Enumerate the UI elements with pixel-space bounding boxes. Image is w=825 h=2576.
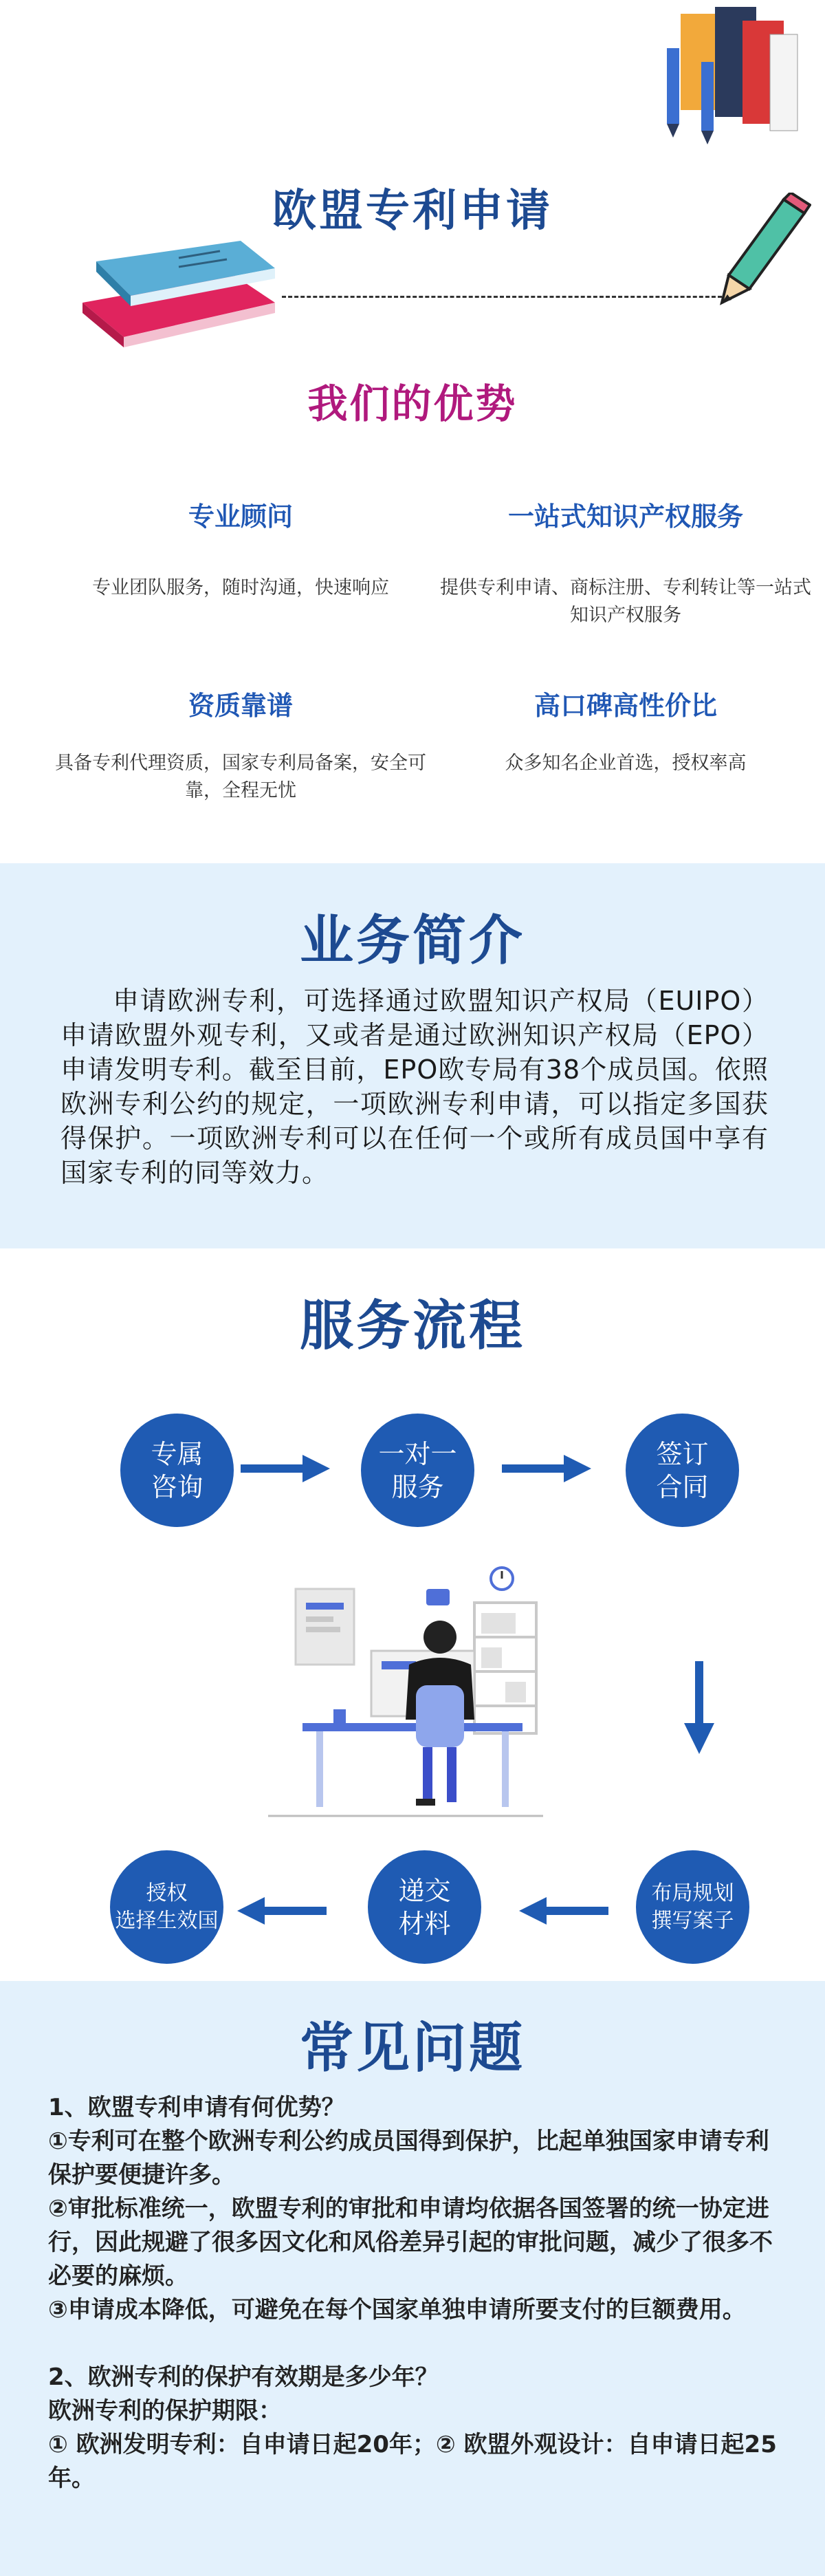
process-step-circle [626, 1414, 739, 1527]
process-step-circle [110, 1850, 223, 1964]
books-left-icon [69, 227, 282, 351]
faq-answer: ③申请成本降低，可避免在每个国家单独申请所要支付的巨额费用。 [48, 2296, 746, 2324]
faq-body [48, 2091, 777, 2496]
faq-answer: 欧洲专利的保护期限： [48, 2397, 282, 2425]
advantage-heading: 一站式知识产权服务 [507, 501, 743, 532]
step-label-line2: 咨询 [151, 1471, 204, 1502]
arrow-down-icon [684, 1661, 714, 1754]
step-label-line1: 授权 [146, 1881, 188, 1905]
arrow-left-icon [237, 1897, 327, 1925]
faq-question: 2、欧洲专利的保护有效期是多少年？ [48, 2363, 439, 2391]
step-label-line1: 签订 [656, 1438, 709, 1469]
advantage-heading: 资质靠谱 [188, 691, 293, 721]
office-worker-illustration [268, 1561, 557, 1823]
step-label-line2: 合同 [656, 1471, 709, 1502]
step-label-line2: 材料 [398, 1908, 451, 1939]
faq-answer: ①专利可在整个欧洲专利公约成员国得到保护，比起单独国家申请专利保护要便捷许多。 [48, 2128, 769, 2189]
process-step-circle [368, 1850, 481, 1964]
arrow-right-icon [502, 1455, 591, 1482]
step-label-line1: 专属 [151, 1438, 204, 1469]
intro-text: 申请欧洲专利，可选择通过欧盟知识产权局（EUIPO）申请欧盟外观专利，又或者是通过欧洲知识产权局（EPO）申请发明专利。截至目前，EPO欧专局有38个成员国。依照欧洲专利公约的规定，一项欧洲专利申请，可以指定多国获得保护。一项欧洲专利可以在任何一个或所有成员国中享有国家专利的同等效力。 [60, 986, 769, 1188]
intro-title: 业务简介 [299, 910, 525, 972]
step-label-line2: 选择生效国 [115, 1908, 219, 1933]
advantage-desc: 众多知名企业首选，授权率高 [505, 753, 747, 774]
process-step-circle [361, 1414, 474, 1527]
page-title: 欧盟专利申请 [272, 186, 553, 237]
faq-question: 1、欧盟专利申请有何优势？ [48, 2094, 345, 2121]
advantage-heading: 高口碑高性价比 [534, 691, 717, 721]
arrow-right-icon [241, 1455, 330, 1482]
faq-answer: ① 欧洲发明专利：自申请日起20年；② 欧盟外观设计：自申请日起25年。 [48, 2431, 777, 2492]
step-label-line2: 服务 [391, 1471, 444, 1502]
process-step-circle [636, 1850, 749, 1964]
books-stack-icon [660, 0, 811, 144]
step-label-line2: 撰写案子 [651, 1908, 734, 1933]
process-step-circle [120, 1414, 234, 1527]
step-label-line1: 递交 [398, 1875, 451, 1906]
faq-answer: ②审批标准统一，欧盟专利的审批和申请均依据各国签署的统一协定进行，因此规避了很多因文化和风俗差异引起的审批问题，减少了很多不必要的麻烦。 [48, 2195, 773, 2290]
title-divider [282, 296, 722, 298]
arrow-left-icon [519, 1897, 608, 1925]
advantage-heading: 专业顾问 [188, 501, 293, 532]
step-label-line1: 布局规划 [651, 1881, 734, 1905]
process-title: 服务流程 [299, 1295, 525, 1357]
faq-title: 常见问题 [299, 2017, 525, 2079]
advantage-desc: 提供专利申请、商标注册、专利转让等一站式知识产权服务 [440, 577, 811, 626]
step-label-line1: 一对一 [378, 1438, 457, 1469]
advantage-desc: 专业团队服务，随时沟通，快速响应 [92, 577, 389, 598]
advantage-desc: 具备专利代理资质，国家专利局备案，安全可靠，全程无忧 [55, 753, 426, 801]
advantages-title: 我们的优势 [307, 380, 518, 427]
